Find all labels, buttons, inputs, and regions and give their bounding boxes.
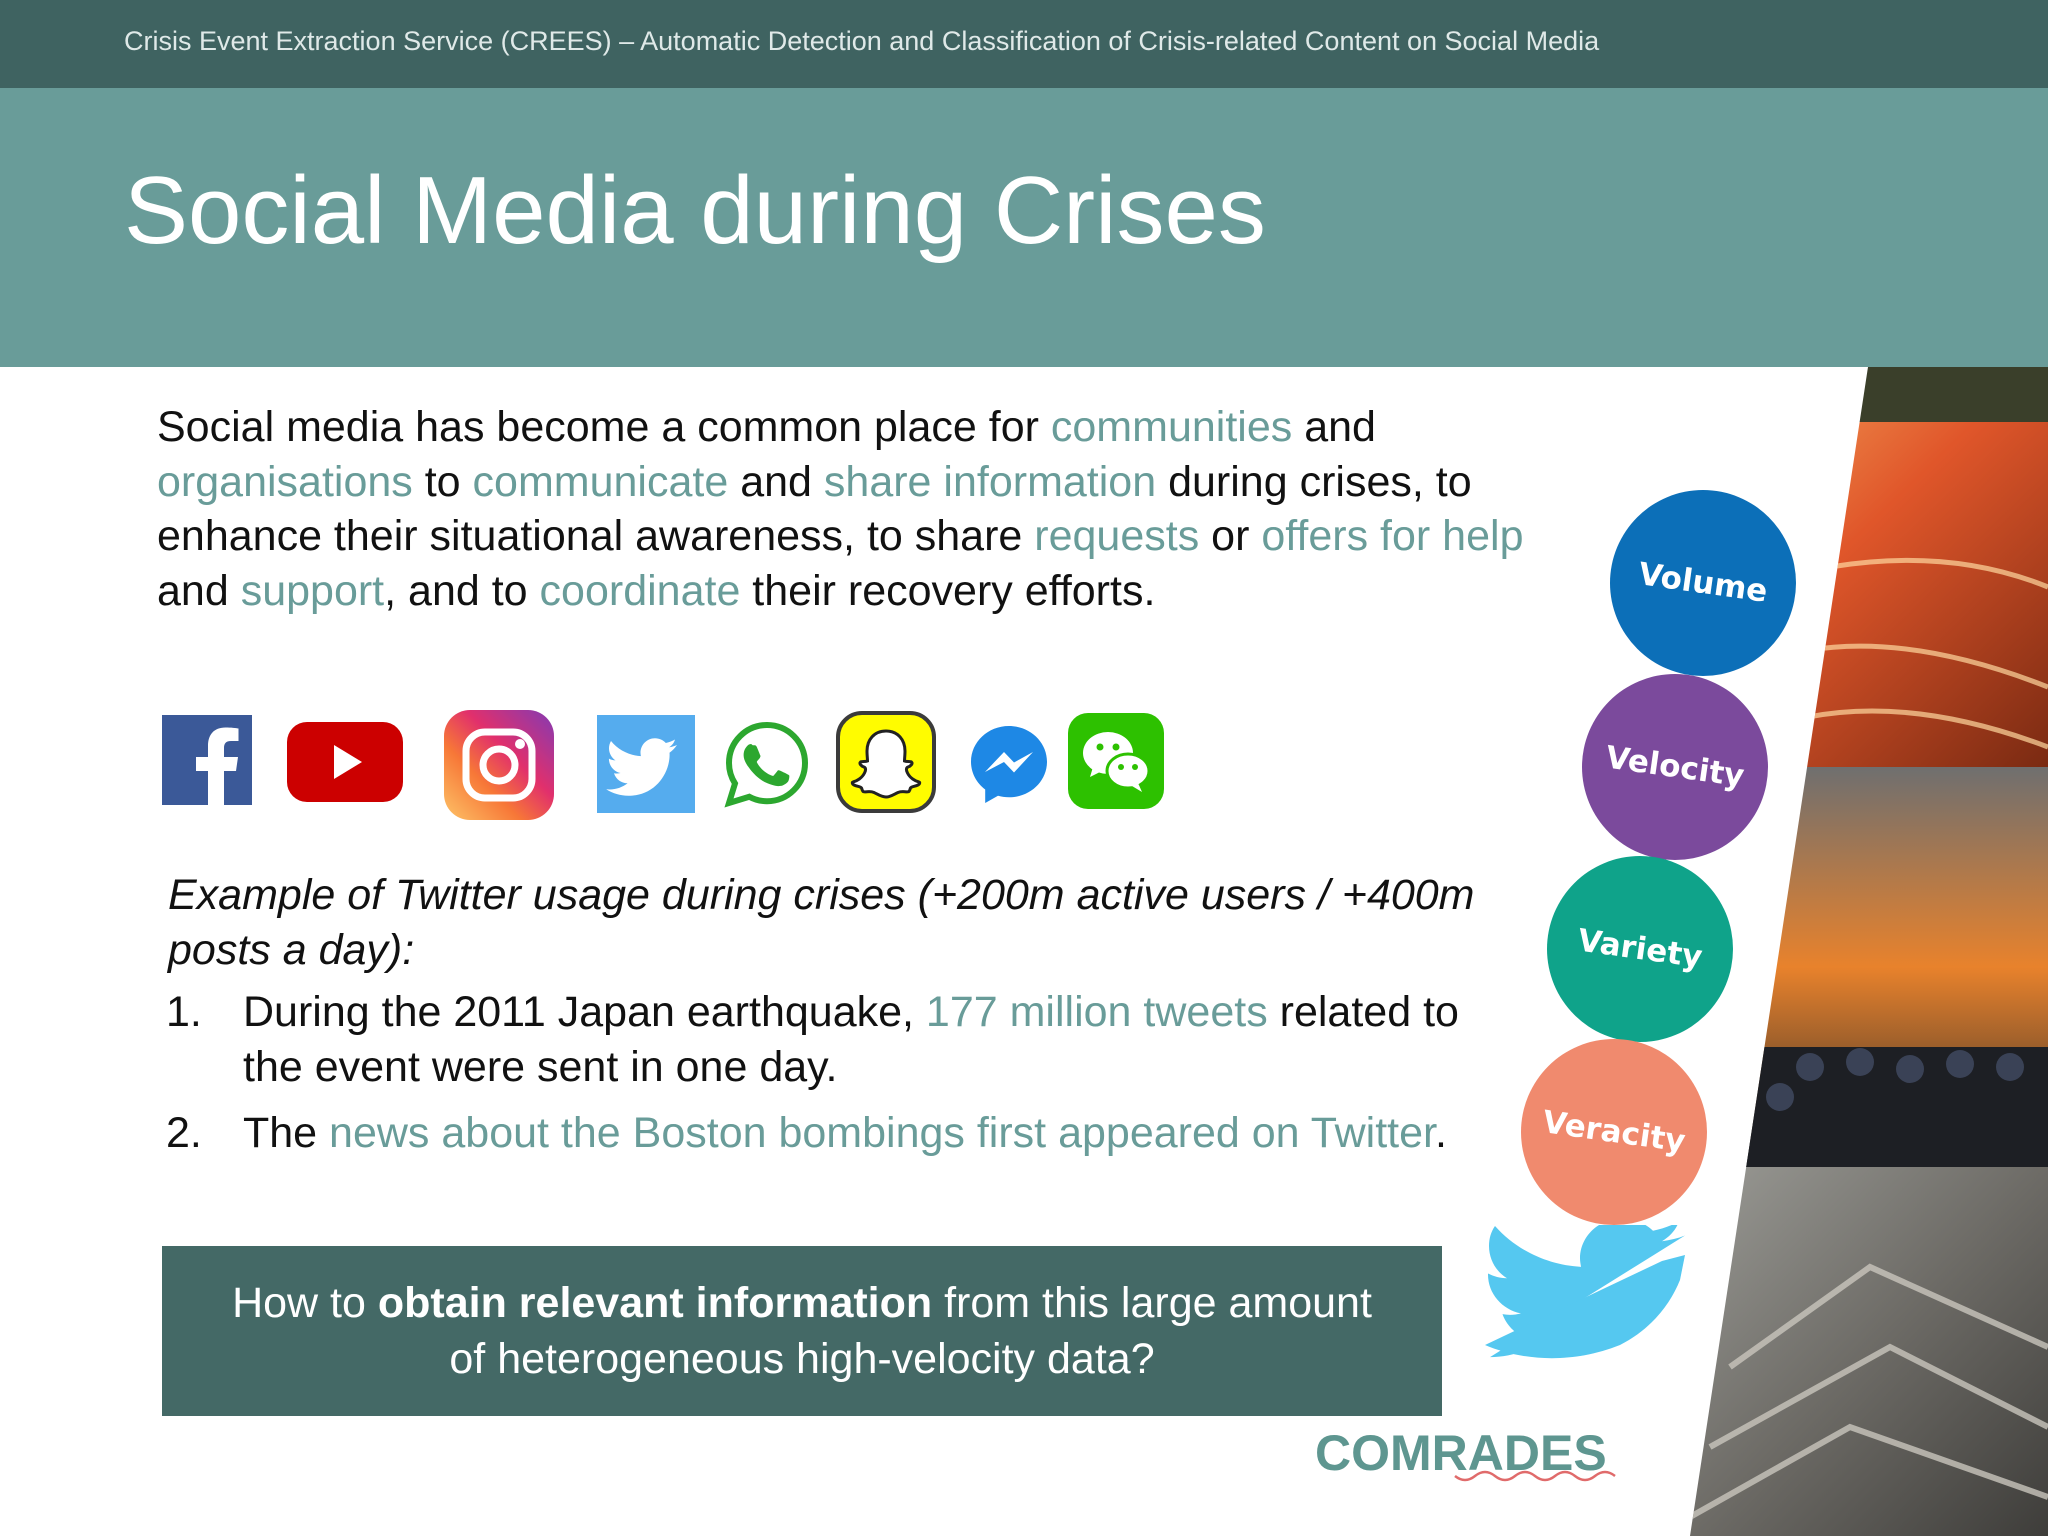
wechat-icon (1068, 713, 1164, 809)
variety-circle (1547, 856, 1733, 1042)
intro-highlight: share information (823, 457, 1157, 506)
intro-text: and (157, 566, 241, 615)
item-text: During the 2011 Japan earthquake, (243, 988, 926, 1036)
example-list (166, 985, 1506, 1173)
question-text: How to (232, 1279, 378, 1327)
veracity-circle (1521, 1039, 1707, 1225)
intro-paragraph (157, 400, 1547, 618)
question-line-1 (162, 1275, 1442, 1331)
intro-text: and (1292, 403, 1376, 451)
social-media-logos (160, 705, 1170, 835)
slide-title: Social Media during Crises (124, 157, 1266, 264)
question-line-2: of heterogeneous high-velocity data? (449, 1335, 1155, 1383)
item-text: . (1435, 1109, 1447, 1157)
twitter-bird-icon (1480, 1225, 1690, 1365)
intro-highlight: organisations (157, 457, 413, 506)
intro-highlight: coordinate (539, 566, 741, 615)
intro-text: their recovery efforts. (740, 566, 1156, 615)
item-text: related to the event were sent in one day. (243, 988, 1459, 1091)
presentation-subtitle: Crisis Event Extraction Service (CREES) – Automatic Detection and Classification of Crisis-related Content on Social Media (124, 26, 1600, 56)
intro-highlight: support (240, 566, 385, 615)
comrades-logo (1315, 1420, 1625, 1492)
list-item (166, 985, 1506, 1094)
photo-strip-top (1690, 367, 2048, 422)
question-text: from this large amount (932, 1279, 1372, 1327)
intro-text: during crises, to enhance their situational awareness, to share (157, 457, 1472, 560)
top-banner (0, 0, 2048, 88)
veracity-label: Veracity (1540, 1104, 1688, 1160)
variety-label: Variety (1575, 922, 1705, 976)
research-question-box (162, 1246, 1442, 1416)
list-number: 1. (166, 988, 202, 1036)
title-banner (0, 88, 2048, 367)
whatsapp-icon (724, 720, 810, 808)
snapchat-icon (836, 711, 936, 813)
comrades-logo-text: COMRADES (1315, 1425, 1607, 1481)
youtube-icon (287, 722, 403, 802)
instagram-icon (444, 710, 554, 820)
intro-highlight: requests (1034, 512, 1200, 560)
twitter-example-heading: Example of Twitter usage during crises (+200m active users / +400m posts a day): (168, 871, 1475, 974)
list-number: 2. (166, 1109, 202, 1157)
velocity-circle (1582, 674, 1768, 860)
intro-highlight: offers for help (1261, 512, 1524, 560)
item-highlight: 177 million tweets (925, 988, 1268, 1036)
volume-circle (1610, 490, 1796, 676)
twitter-icon (597, 715, 695, 813)
intro-text: Social media has become a common place for (157, 403, 1051, 451)
item-text: The (243, 1109, 330, 1157)
intro-text: or (1199, 512, 1262, 560)
velocity-label: Velocity (1603, 739, 1747, 795)
intro-text: , and to (384, 566, 540, 615)
list-item (166, 1106, 1506, 1161)
messenger-icon (966, 721, 1052, 807)
item-highlight: news about the Boston bombings first appeared on Twitter (329, 1109, 1435, 1157)
volume-label: Volume (1636, 556, 1770, 610)
intro-text: and (728, 457, 824, 506)
facebook-icon (162, 715, 252, 805)
intro-highlight: communities (1050, 403, 1293, 451)
intro-text: to (412, 457, 473, 506)
intro-highlight: communicate (472, 457, 729, 506)
question-bold-text: obtain relevant information (377, 1279, 933, 1327)
